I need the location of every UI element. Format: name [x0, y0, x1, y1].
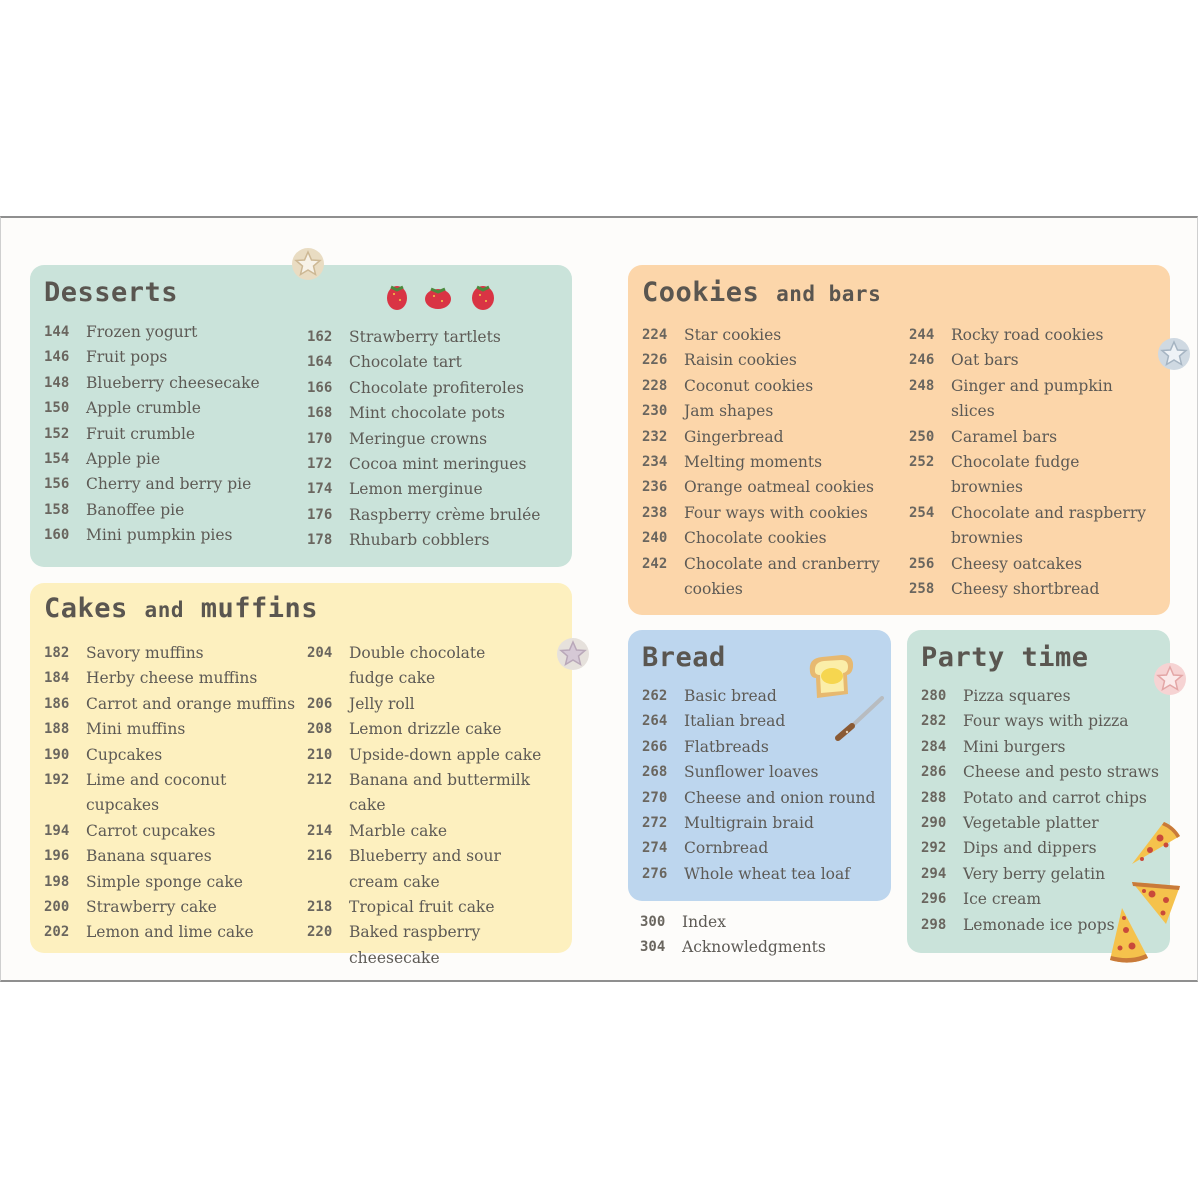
section-title: Party time — [921, 642, 1089, 673]
page-number: 166 — [307, 379, 333, 396]
page-number: 242 — [642, 555, 668, 572]
page-number: 248 — [909, 377, 935, 394]
page-number: 232 — [642, 428, 668, 445]
recipe-title: Banana and buttermilk cake — [349, 771, 531, 815]
recipe-title: Sunflower loaves — [684, 763, 819, 782]
recipe-title: Orange oatmeal cookies — [684, 478, 874, 497]
recipe-title: Carrot and orange muffins — [86, 694, 296, 713]
recipe-title: Cherry and berry pie — [86, 475, 252, 494]
page-number: 196 — [44, 848, 70, 865]
page-number: 230 — [642, 403, 668, 420]
contents-entry — [921, 735, 1166, 760]
page-number: 184 — [44, 670, 70, 687]
desserts-section — [30, 265, 572, 567]
page-number: 252 — [909, 454, 935, 471]
recipe-title: Rocky road cookies — [951, 326, 1104, 344]
page-number: 288 — [921, 789, 947, 806]
contents-entry — [642, 374, 904, 399]
recipe-title: Cheesy oatcakes — [951, 554, 1083, 573]
page-number: 240 — [642, 530, 668, 547]
page-number: 178 — [307, 532, 333, 549]
contents-entry — [642, 475, 904, 500]
contents-entry — [307, 844, 569, 895]
recipe-title: Cheese and onion round — [684, 788, 876, 807]
contents-entry — [307, 477, 567, 502]
contents-entry — [44, 422, 299, 447]
contents-entry — [642, 811, 887, 836]
recipe-title: Pizza squares — [963, 687, 1071, 705]
recipe-title: Raspberry crème brulée — [349, 505, 541, 524]
contents-entry — [909, 348, 1167, 373]
recipe-title: Gingerbread — [684, 427, 784, 446]
page-number: 188 — [44, 721, 70, 738]
contents-entry — [909, 450, 1167, 501]
page-number: 280 — [921, 688, 947, 704]
cookies-col-2 — [909, 323, 1167, 602]
page-number: 226 — [642, 352, 668, 369]
page-number: 258 — [909, 581, 935, 598]
recipe-title: Meringue crowns — [349, 429, 488, 448]
section-title: Desserts — [44, 277, 179, 308]
recipe-title: Lemon drizzle cake — [349, 720, 502, 739]
page-number: 144 — [44, 324, 70, 340]
page-number: 268 — [642, 764, 668, 781]
contents-entry — [307, 641, 569, 692]
contents-entry — [307, 503, 567, 528]
contents-entry — [44, 895, 309, 920]
recipe-title: Jelly roll — [349, 694, 415, 713]
page-number: 192 — [44, 772, 70, 789]
cakes-col-1 — [44, 641, 309, 946]
page-number: 236 — [642, 479, 668, 496]
bread-section — [628, 630, 891, 901]
contents-entry — [44, 320, 299, 345]
page-number: 284 — [921, 738, 947, 755]
recipe-title: Banoffee pie — [86, 500, 185, 519]
page-number: 148 — [44, 374, 70, 391]
page-number: 150 — [44, 400, 70, 417]
contents-entry — [307, 401, 567, 426]
page-number: 228 — [642, 377, 668, 394]
contents-entry — [640, 910, 826, 935]
contents-entry — [642, 526, 904, 551]
recipe-title: Cocoa mint meringues — [349, 455, 527, 474]
contents-entry — [307, 325, 567, 350]
recipe-title: Savory muffins — [86, 644, 204, 662]
page-number: 216 — [307, 848, 333, 865]
page-number: 234 — [642, 454, 668, 471]
page-number: 168 — [307, 405, 333, 422]
recipe-title: Star cookies — [684, 326, 782, 344]
page-number: 250 — [909, 428, 935, 445]
recipe-title: Multigrain braid — [684, 814, 814, 833]
page-number: 290 — [921, 815, 947, 832]
recipe-title: Frozen yogurt — [86, 323, 198, 341]
page-number: 210 — [307, 746, 333, 763]
recipe-title: Strawberry tartlets — [349, 328, 501, 346]
contents-entry — [307, 920, 569, 971]
contents-entry — [642, 760, 887, 785]
contents-entry — [909, 323, 1167, 348]
contents-entry — [307, 717, 569, 742]
contents-entry — [642, 348, 904, 373]
page-number: 200 — [44, 899, 70, 916]
contents-entry — [642, 836, 887, 861]
recipe-title: Mint chocolate pots — [349, 404, 505, 423]
contents-entry — [307, 528, 567, 553]
page-number: 176 — [307, 506, 333, 523]
desserts-col-1 — [44, 320, 299, 549]
contents-entry — [640, 935, 826, 960]
page-number: 294 — [921, 865, 947, 882]
page-number: 152 — [44, 425, 70, 442]
page-number: 164 — [307, 354, 333, 371]
recipe-title: Apple crumble — [86, 399, 201, 418]
page-number: 298 — [921, 916, 947, 933]
recipe-title: Cornbread — [684, 839, 769, 858]
cookies-and-bars-section — [628, 265, 1170, 615]
recipe-title: Marble cake — [349, 821, 447, 840]
page-number: 274 — [642, 840, 668, 857]
page-number: 174 — [307, 481, 333, 498]
page-number: 264 — [642, 713, 668, 730]
contents-entry — [44, 870, 309, 895]
page-number: 154 — [44, 451, 70, 468]
page-number: 300 — [640, 914, 666, 930]
recipe-title: Double chocolate fudge cake — [349, 644, 486, 688]
recipe-title: Oat bars — [951, 351, 1019, 370]
page-number: 276 — [642, 865, 668, 882]
star-icon — [291, 247, 325, 281]
contents-entry — [44, 498, 299, 523]
contents-entry — [909, 501, 1167, 552]
page-number: 198 — [44, 873, 70, 890]
recipe-title: Caramel bars — [951, 427, 1058, 446]
page-number: 206 — [307, 695, 333, 712]
pizza-slice-icon — [1128, 816, 1184, 868]
page-number: 272 — [642, 815, 668, 832]
page-number: 296 — [921, 891, 947, 908]
recipe-title: Mini burgers — [963, 737, 1066, 756]
page-number: 256 — [909, 555, 935, 572]
cakes-col-2 — [307, 641, 569, 971]
recipe-title: Raisin cookies — [684, 351, 797, 370]
recipe-title: Jam shapes — [684, 402, 774, 421]
page-number: 246 — [909, 352, 935, 369]
recipe-title: Ginger and pumpkin slices — [951, 376, 1113, 421]
recipe-title: Italian bread — [684, 712, 786, 731]
recipe-title: Carrot cupcakes — [86, 821, 216, 840]
contents-entry — [44, 692, 309, 717]
contents-entry — [44, 819, 309, 844]
contents-entry — [642, 862, 887, 887]
contents-entry — [44, 472, 299, 497]
page-number: 172 — [307, 456, 333, 473]
star-icon — [1157, 337, 1191, 371]
recipe-title: Acknowledgments — [682, 938, 826, 957]
page-number: 202 — [44, 924, 70, 941]
page-number: 224 — [642, 327, 668, 343]
desserts-col-2 — [307, 325, 567, 554]
star-icon — [1153, 662, 1187, 696]
page-number: 212 — [307, 772, 333, 789]
contents-entry — [642, 323, 904, 348]
recipe-title: Lemonade ice pops — [963, 915, 1115, 934]
contents-entry — [307, 692, 569, 717]
contents-entry — [921, 786, 1166, 811]
cookies-col-1 — [642, 323, 904, 602]
section-title: Cakes and muffins — [44, 593, 319, 624]
contents-entry — [909, 425, 1167, 450]
recipe-title: Very berry gelatin — [963, 864, 1106, 883]
section-title: Cookies and bars — [642, 277, 882, 308]
contents-entry — [307, 350, 567, 375]
contents-entry — [307, 452, 567, 477]
page-number: 262 — [642, 688, 668, 704]
contents-entry — [44, 523, 299, 548]
knife-icon — [832, 696, 884, 742]
recipe-title: Blueberry and sour cream cake — [349, 847, 501, 891]
recipe-title: Ice cream — [963, 890, 1042, 909]
recipe-title: Strawberry cake — [86, 898, 217, 917]
page-number: 282 — [921, 713, 947, 730]
page-number: 304 — [640, 939, 666, 956]
recipe-title: Chocolate tart — [349, 353, 462, 372]
page-number: 286 — [921, 764, 947, 781]
recipe-title: Lemon merginue — [349, 480, 483, 499]
contents-entry — [44, 920, 309, 945]
page-number: 182 — [44, 645, 70, 661]
contents-entry — [307, 427, 567, 452]
recipe-title: Coconut cookies — [684, 376, 814, 395]
page-number: 220 — [307, 924, 333, 941]
recipe-title: Mini pumpkin pies — [86, 526, 233, 545]
page-number: 158 — [44, 501, 70, 518]
contents-entry — [44, 396, 299, 421]
recipe-title: Baked raspberry cheesecake — [349, 923, 481, 967]
recipe-title: Apple pie — [86, 450, 161, 469]
page-number: 254 — [909, 504, 935, 521]
recipe-title: Blueberry cheesecake — [86, 373, 260, 392]
recipe-title: Dips and dippers — [963, 839, 1097, 858]
recipe-title: Banana squares — [86, 847, 212, 866]
recipe-title: Cheese and pesto straws — [963, 763, 1159, 782]
page-number: 156 — [44, 476, 70, 493]
recipe-title: Cupcakes — [86, 745, 163, 764]
contents-entry — [307, 819, 569, 844]
recipe-title: Rhubarb cobblers — [349, 531, 490, 550]
contents-entry — [44, 768, 309, 819]
strawberry-icon — [383, 281, 498, 313]
page-number: 270 — [642, 789, 668, 806]
recipe-title: Lime and coconut cupcakes — [86, 771, 227, 815]
page-number: 204 — [307, 645, 333, 661]
page-number: 218 — [307, 899, 333, 916]
pizza-slice-icon — [1106, 904, 1152, 966]
contents-entry — [44, 666, 309, 691]
recipe-title: Four ways with pizza — [963, 712, 1129, 731]
recipe-title: Index — [682, 913, 726, 931]
recipe-title: Whole wheat tea loaf — [684, 864, 850, 883]
contents-entry — [642, 425, 904, 450]
page-number: 194 — [44, 822, 70, 839]
recipe-title: Chocolate profiteroles — [349, 378, 524, 397]
recipe-title: Chocolate and cranberry cookies — [684, 554, 880, 599]
recipe-title: Melting moments — [684, 453, 823, 472]
recipe-title: Chocolate fudge brownies — [951, 453, 1080, 497]
recipe-title: Simple sponge cake — [86, 872, 243, 891]
page-number: 214 — [307, 822, 333, 839]
page-number: 244 — [909, 327, 935, 343]
contents-entry — [44, 641, 309, 666]
contents-entry — [44, 717, 309, 742]
recipe-title: Upside-down apple cake — [349, 745, 542, 764]
recipe-title: Chocolate cookies — [684, 529, 827, 548]
recipe-title: Vegetable platter — [963, 814, 1099, 833]
recipe-title: Potato and carrot chips — [963, 788, 1147, 807]
page-number: 162 — [307, 329, 333, 345]
recipe-title: Tropical fruit cake — [349, 898, 495, 917]
section-title: Bread — [642, 642, 726, 673]
recipe-title: Herby cheese muffins — [86, 669, 258, 688]
page-number: 170 — [307, 430, 333, 447]
page-number: 160 — [44, 527, 70, 544]
recipe-title: Fruit crumble — [86, 424, 196, 443]
contents-entry — [909, 552, 1167, 577]
recipe-title: Lemon and lime cake — [86, 923, 254, 942]
contents-entry — [307, 768, 569, 819]
recipe-title: Basic bread — [684, 687, 777, 705]
recipe-title: Flatbreads — [684, 737, 769, 756]
contents-entry — [642, 501, 904, 526]
star-icon — [556, 637, 590, 671]
contents-entry — [44, 345, 299, 370]
recipe-title: Cheesy shortbread — [951, 580, 1100, 599]
recipe-title: Fruit pops — [86, 348, 168, 367]
contents-entry — [642, 450, 904, 475]
contents-entry — [642, 399, 904, 424]
page-number: 238 — [642, 504, 668, 521]
cakes-and-muffins-section — [30, 583, 572, 967]
contents-entry — [44, 844, 309, 869]
page-number: 266 — [642, 738, 668, 755]
recipe-title: Mini muffins — [86, 720, 186, 739]
contents-entry — [921, 709, 1166, 734]
contents-entry — [921, 760, 1166, 785]
contents-entry — [307, 895, 569, 920]
back-matter-list — [640, 910, 826, 961]
recipe-title: Chocolate and raspberry brownies — [951, 503, 1146, 548]
contents-entry — [909, 374, 1167, 425]
contents-entry — [44, 447, 299, 472]
contents-entry — [307, 743, 569, 768]
contents-entry — [642, 552, 904, 603]
recipe-title: Four ways with cookies — [684, 503, 868, 522]
page-number: 146 — [44, 349, 70, 366]
contents-entry — [44, 743, 309, 768]
contents-entry — [642, 786, 887, 811]
contents-entry — [307, 376, 567, 401]
contents-entry — [909, 577, 1167, 602]
page-number: 190 — [44, 746, 70, 763]
page-number: 186 — [44, 695, 70, 712]
contents-entry — [921, 684, 1166, 709]
page-number: 292 — [921, 840, 947, 857]
contents-entry — [44, 371, 299, 396]
page-number: 208 — [307, 721, 333, 738]
